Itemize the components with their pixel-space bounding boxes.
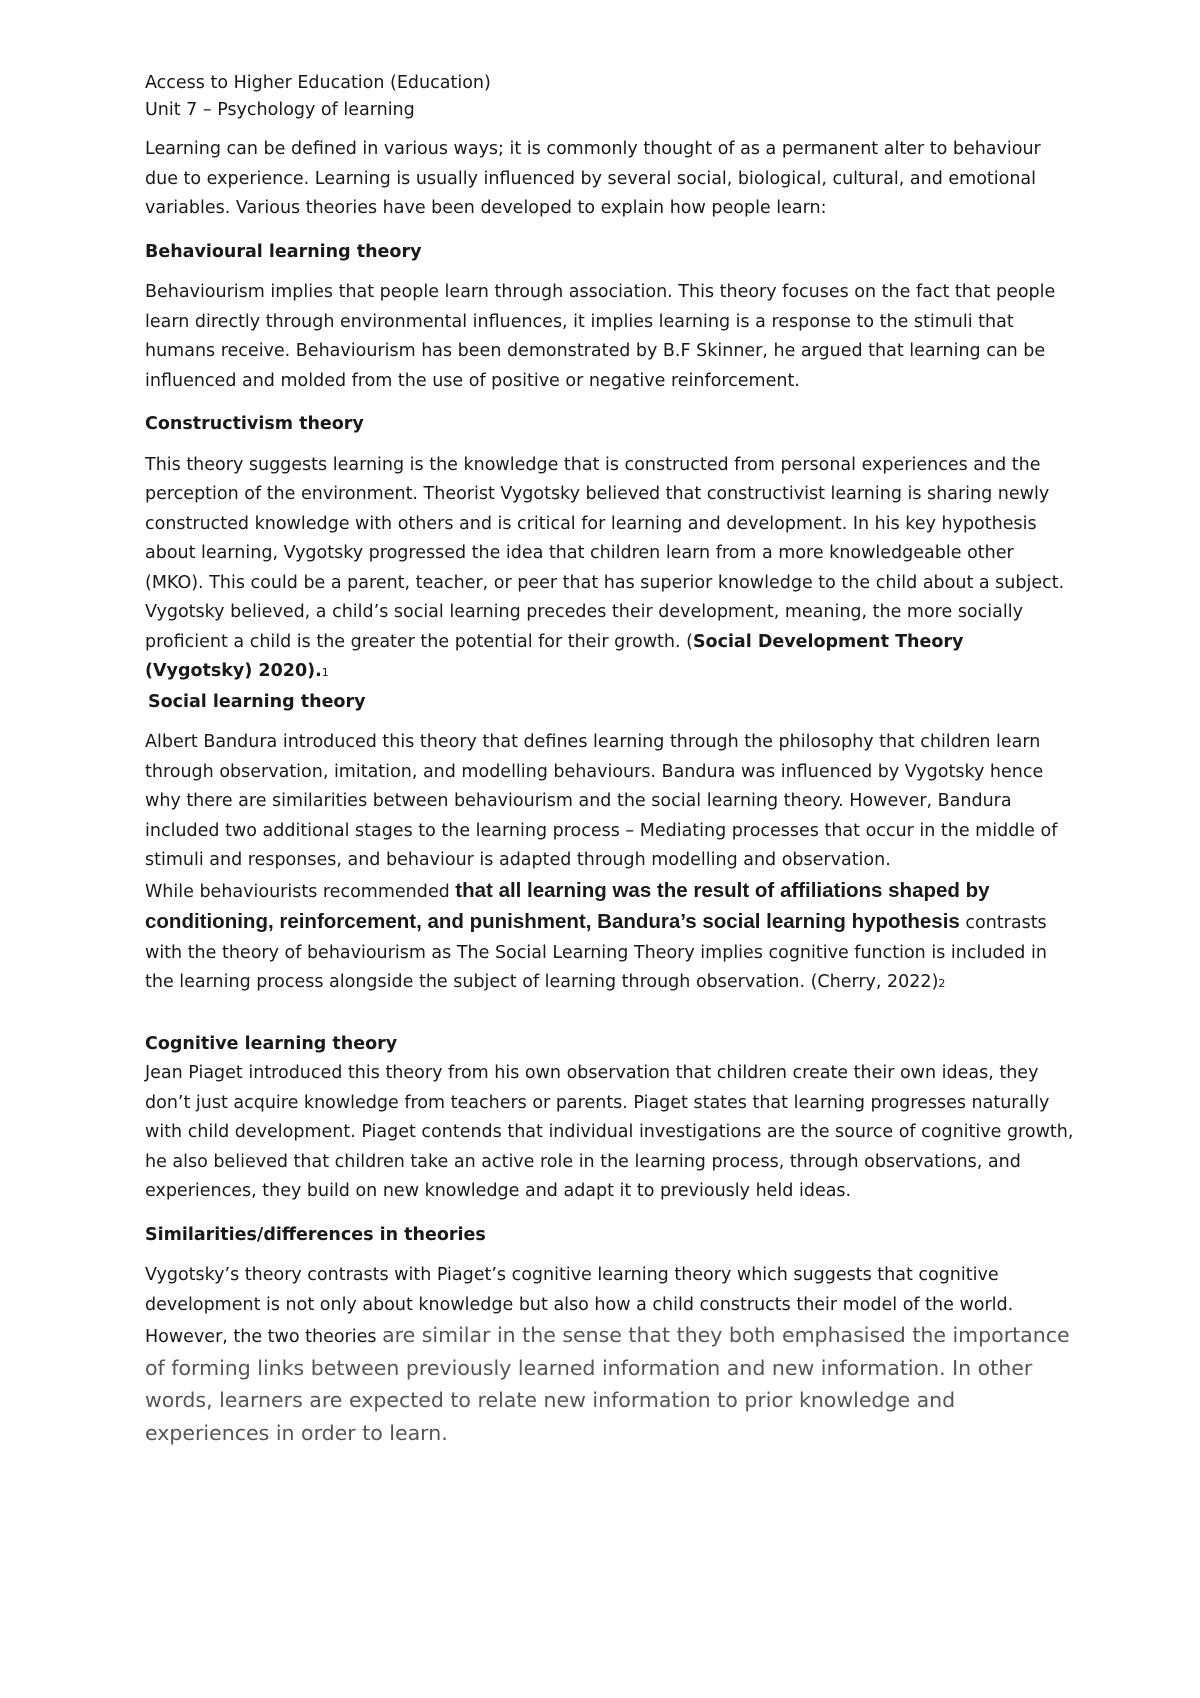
social-paragraph-continued — [145, 876, 1075, 999]
citation-rest: (Vygotsky) 2020). — [145, 661, 322, 681]
social-text-start: While behaviourists recommended — [145, 881, 450, 902]
cognitive-heading: Cognitive learning theory — [145, 1033, 398, 1054]
intro-paragraph: Learning can be defined in various ways; it is commonly thought of as a permanent alter to behaviour due to experience. Learning is usually influenced by several social, biological, cultural, and emotional variables. Various theories have been developed to explain how people learn: — [145, 139, 1041, 218]
similarities-text: Vygotsky’s theory contrasts with Piaget’s cognitive learning theory which suggests that cognitive development is not only about knowledge but also how a child constructs their model of the world. However, the two theories — [145, 1265, 1014, 1347]
social-heading: Social learning theory — [148, 691, 366, 712]
similarities-text-grey: are similar in the sense that they both emphasised the importance of forming links between previously learned information and new information. In other words, learners are expected to relate new information to prior knowledge and experiences in order to learn. — [145, 1323, 1070, 1445]
citation-open: ( — [680, 631, 693, 652]
similarities-paragraph — [145, 1261, 1075, 1450]
behavioural-heading: Behavioural learning theory — [145, 241, 422, 262]
social-text-end: contrasts with the theory of behaviourism as The Social Learning Theory implies cognitive function is included in the learning process alongside the subject of learning through observation. (Cherry, 2022) — [145, 913, 1047, 992]
constructivism-paragraph — [145, 451, 1075, 688]
similarities-heading: Similarities/differences in theories — [145, 1224, 486, 1245]
footnote-marker: 1 — [321, 666, 329, 679]
footnote-marker: 2 — [938, 977, 946, 990]
behavioural-paragraph: Behaviourism implies that people learn through association. This theory focuses on the fact that people learn directly through environmental influences, it implies learning is a response to the stimuli that humans receive. Behaviourism has been demonstrated by B.F Skinner, he argued that learning can be influenced and molded from the use of positive or negative reinforcement. — [145, 282, 1056, 391]
citation-title: Social Development Theory — [692, 631, 964, 652]
document-page — [145, 70, 1075, 1450]
social-text-emphasis: that all learning was the result of affiliations shaped by conditioning, reinforcement, and punishment, Bandura’s social learning hypothesis — [145, 878, 990, 933]
constructivism-heading: Constructivism theory — [145, 414, 364, 434]
course-title: Access to Higher Education (Education) — [145, 73, 491, 93]
constructivism-text: This theory suggests learning is the knowledge that is constructed from personal experiences and the perception of the environment. Theorist Vygotsky believed that constructivist learning is sharing newly constructed knowledge with others and is critical for learning and development. In his key hypothesis about learning, Vygotsky progressed the idea that children learn from a more knowledgeable other (MKO). This could be a parent, teacher, or peer that has superior knowledge to the child about a subject. Vygotsky believed, a child’s social learning precedes their development, meaning, the more socially proficient a child is the greater the potential for their growth. — [145, 454, 1065, 652]
cognitive-paragraph: Jean Piaget introduced this theory from his own observation that children create their own ideas, they don’t just acquire knowledge from teachers or parents. Piaget states that learning progresses naturally with child development. Piaget contends that individual investigations are the source of cognitive growth, he also believed that children take an active role in the learning process, through observations, and experiences, they build on new knowledge and adapt it to previously held ideas. — [145, 1063, 1074, 1201]
unit-title: Unit 7 – Psychology of learning — [145, 100, 415, 120]
social-paragraph: Albert Bandura introduced this theory that defines learning through the philosophy that children learn through observation, imitation, and modelling behaviours. Bandura was influenced by Vygotsky hence why there are similarities between behaviourism and the social learning theory. However, Bandura included two additional stages to the learning process – Mediating processes that occur in the middle of stimuli and responses, and behaviour is adapted through modelling and observation. — [145, 732, 1058, 870]
